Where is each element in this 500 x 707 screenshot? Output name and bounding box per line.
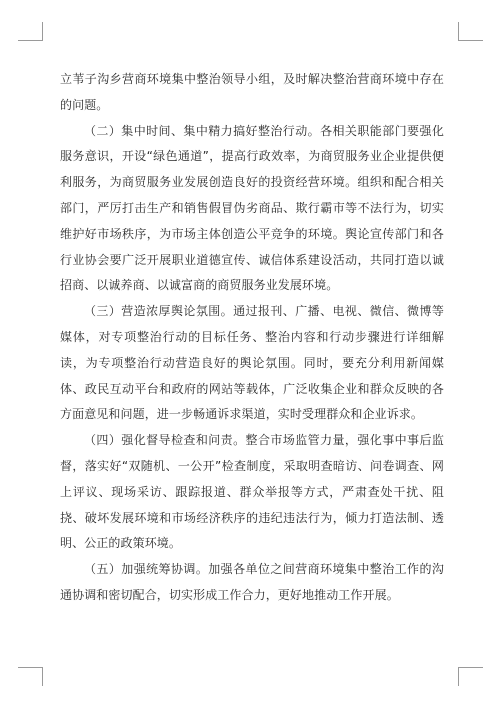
paragraph-section-2: （二）集中时间、集中精力搞好整治行动。各相关职能部门要强化服务意识，开设“绿色通道”，提高行政效率，为商贸服务业企业提供便利服务，为商贸服务业发展创造良好的投资经营环境。组织和配合相关部门，严厉打击生产和销售假冒伪劣商品、欺行霸市等不法行为，切实维护好市场秩序，为市场主体创造公平竞争的环境。舆论宣传部门和各行业协会要广泛开展职业道德宣传、诚信体系建设活动，共同打造以诚招商、以诚养商、以诚富商的商贸服务业发展环境。 (60, 123, 444, 293)
crop-mark-bottom-left (18, 667, 43, 686)
paragraph-section-4: （四）强化督导检查和问责。整合市场监管力量，强化事中事后监督，落实好“双随机、一公开”检查制度，采取明查暗访、问卷调查、网上评议、现场采访、跟踪报道、群众举报等方式，严肃查处干扰、阻挠、破坏发展环境和市场经济秩序的违纪违法行为，倾力打造法制、透明、公正的政策环境。 (60, 433, 444, 551)
crop-mark-bottom-right (458, 667, 483, 686)
crop-mark-top-left (18, 22, 43, 41)
document-body (60, 67, 444, 609)
paragraph-section-5: （五）加强统筹协调。加强各单位之间营商环境集中整治工作的沟通协调和密切配合，切实形成工作合力，更好地推动工作开展。 (60, 562, 444, 602)
paragraph-continuation: 立苇子沟乡营商环境集中整治领导小组，及时解决整治营商环境中存在的问题。 (60, 72, 444, 112)
crop-mark-top-right (458, 22, 483, 41)
paragraph-section-3: （三）营造浓厚舆论氛围。通过报刊、广播、电视、微信、微博等媒体，对专项整治行动的目标任务、整治内容和行动步骤进行详细解读，为专项整治行动营造良好的舆论氛围。同时，要充分利用新闻媒体、政民互动平台和政府的网站等载体，广泛收集企业和群众反映的各方面意见和问题，进一步畅通诉求渠道，实时受理群众和企业诉求。 (60, 304, 444, 422)
